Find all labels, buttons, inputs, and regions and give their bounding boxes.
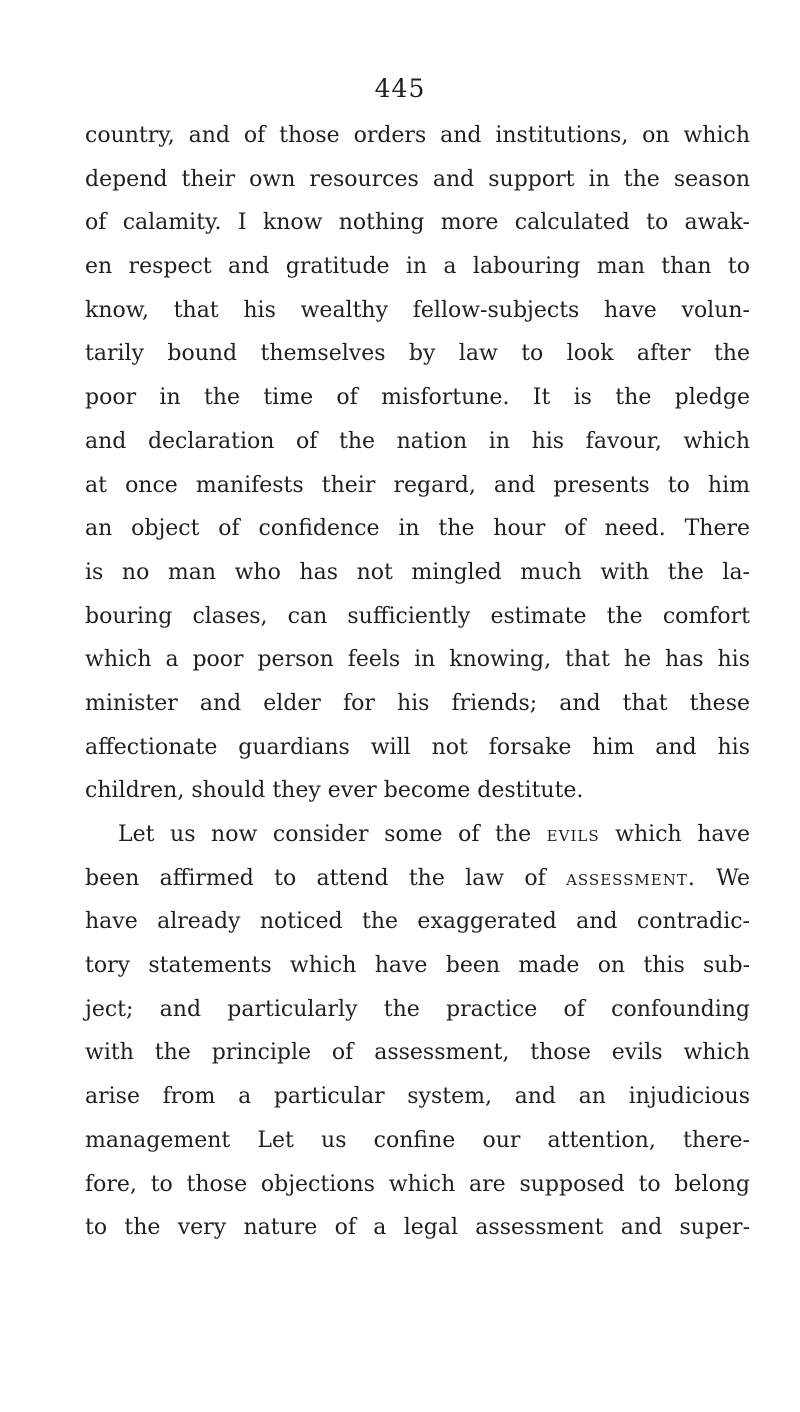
text-line: with the principle of assessment, those evils which: [85, 1040, 750, 1066]
text-segment: been affirmed to attend the law of: [85, 865, 567, 891]
text-line: of calamity. I know nothing more calculated to awak-: [85, 210, 750, 236]
text-segment: which have: [599, 822, 751, 847]
page-number: 445: [374, 74, 426, 103]
text-line: minister and elder for his friends; and that these: [85, 690, 750, 716]
text-line: [85, 857, 750, 901]
text-line: bouring clases, can sufficiently estimate the comfort: [85, 603, 750, 629]
text-line: have already noticed the exaggerated and contradic-: [85, 909, 750, 935]
text-line: and declaration of the nation in his favour, which: [85, 428, 750, 454]
paragraph-end-line: children, should they ever become destitute.: [85, 778, 584, 804]
small-caps-term-assessment: assessment.: [566, 865, 696, 891]
text-line: depend their own resources and support in the season: [85, 166, 750, 192]
text-line: ject; and particularly the practice of confounding: [85, 996, 750, 1022]
paragraph-start-line: [85, 813, 750, 857]
body-text: [85, 114, 750, 1250]
small-caps-term-evils: evils: [546, 822, 600, 847]
text-line: management Let us confine our attention, there-: [85, 1127, 750, 1153]
text-segment: We: [695, 865, 750, 891]
text-line: at once manifests their regard, and presents to him: [85, 472, 750, 498]
text-segment: Let us now consider some of the: [118, 822, 547, 847]
text-line: fore, to those objections which are supposed to belong: [85, 1171, 750, 1197]
text-line: is no man who has not mingled much with the la-: [85, 559, 750, 585]
text-line: en respect and gratitude in a labouring man than to: [85, 254, 750, 280]
text-line: poor in the time of misfortune. It is the pledge: [85, 385, 750, 411]
text-line: country, and of those orders and institutions, on which: [85, 123, 750, 148]
text-line: know, that his wealthy fellow-subjects have volun-: [85, 297, 750, 323]
text-line: tory statements which have been made on this sub-: [85, 953, 750, 979]
text-line: affectionate guardians will not forsake him and his: [85, 734, 750, 760]
text-line: arise from a particular system, and an injudicious: [85, 1084, 750, 1110]
text-line: which a poor person feels in knowing, that he has his: [85, 647, 750, 673]
text-line: an object of confidence in the hour of need. There: [85, 516, 750, 542]
text-line: to the very nature of a legal assessment and super-: [85, 1215, 750, 1241]
text-line: tarily bound themselves by law to look after the: [85, 341, 750, 367]
